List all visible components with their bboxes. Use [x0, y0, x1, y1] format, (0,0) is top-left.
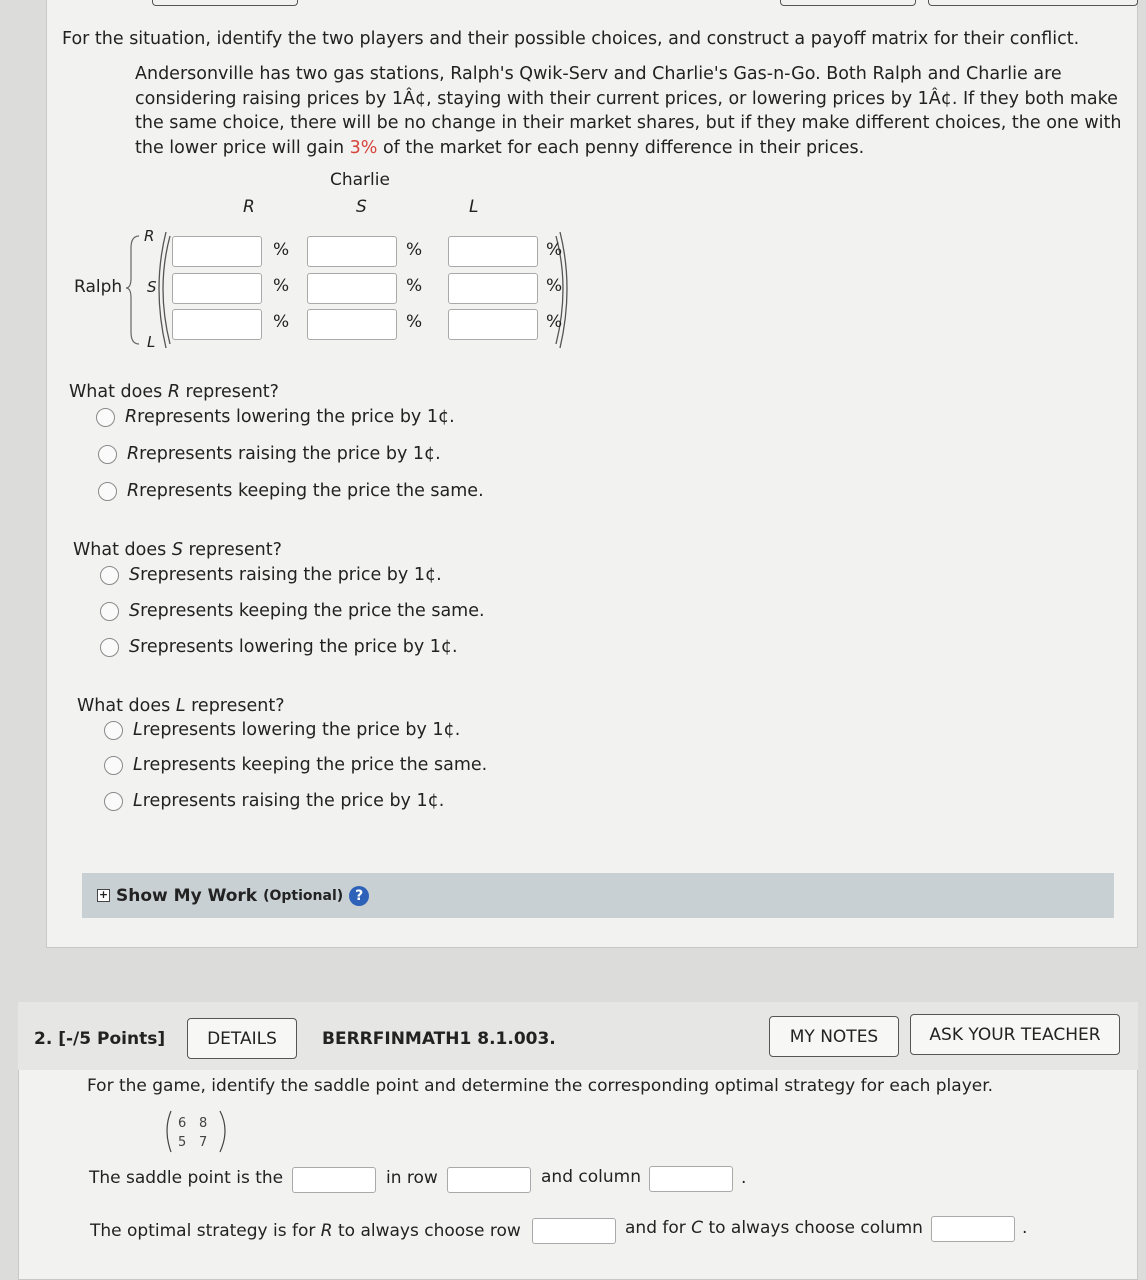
radio-button[interactable]: [100, 638, 119, 657]
col-label-s: S: [356, 197, 367, 217]
percent-label: %: [546, 240, 563, 260]
percent-label: %: [406, 240, 423, 260]
radio-button[interactable]: [96, 408, 115, 427]
matrix-left-paren: [167, 1111, 171, 1152]
option-r-lowering[interactable]: R represents lowering the price by 1¢.: [96, 407, 455, 427]
radio-button[interactable]: [100, 566, 119, 585]
option-s-same[interactable]: S represents keeping the price the same.: [100, 601, 485, 621]
percent-label: %: [546, 312, 563, 332]
saddle-row-input[interactable]: [447, 1167, 531, 1193]
show-my-work-label[interactable]: Show My Work: [116, 885, 258, 906]
optimal-column-input[interactable]: [931, 1216, 1015, 1242]
expand-plus-icon[interactable]: +: [98, 888, 109, 901]
option-l-raising[interactable]: L represents raising the price by 1¢.: [104, 791, 444, 811]
percent-label: %: [406, 312, 423, 332]
option-l-same[interactable]: L represents keeping the price the same.: [104, 755, 487, 775]
period: .: [1022, 1218, 1028, 1238]
top-button-fragment[interactable]: [928, 0, 1138, 6]
q2-prompt: For the game, identify the saddle point and determine the corresponding optimal strategy for each player.: [87, 1076, 994, 1096]
payoff-cell-lr[interactable]: [172, 309, 262, 340]
payoff-cell-sl[interactable]: [448, 273, 538, 304]
question-code: BERRFINMATH1 8.1.003.: [322, 1029, 556, 1049]
in-row-label: in row: [386, 1168, 438, 1188]
row-label-l: L: [147, 333, 156, 351]
and-column-label: and column: [541, 1167, 641, 1187]
q2-matrix: [162, 1108, 232, 1158]
payoff-cell-rl[interactable]: [448, 236, 538, 267]
saddle-point-input[interactable]: [292, 1167, 376, 1193]
optimal-row-input[interactable]: [532, 1218, 616, 1244]
my-notes-button[interactable]: MY NOTES: [769, 1016, 899, 1057]
q1-problem-text: Andersonville has two gas stations, Ralph's Qwik-Serv and Charlie's Gas-n-Go. Both Ralph and Charlie are considering raising prices by 1Â¢, staying with their current prices, or lowering prices by 1Â¢. If they both make the same choice, there will be no change in their market shares, but if they make different choices, the one with the lower price will gain 3% of the market for each penny difference in their prices.: [135, 64, 1122, 158]
matrix-entry: 5: [178, 1135, 187, 1150]
payoff-cell-sr[interactable]: [172, 273, 262, 304]
col-label-l: L: [469, 197, 479, 217]
option-s-raising[interactable]: S represents raising the price by 1¢.: [100, 565, 442, 585]
percent-label: %: [273, 240, 290, 260]
top-button-fragment[interactable]: [152, 0, 298, 6]
payoff-cell-rs[interactable]: [307, 236, 397, 267]
matrix-entry: 6: [178, 1116, 187, 1131]
option-r-raising[interactable]: R represents raising the price by 1¢.: [98, 444, 441, 464]
percent-label: %: [273, 276, 290, 296]
matrix-entry: 8: [199, 1116, 208, 1131]
col-label-r: R: [243, 197, 255, 217]
ask-your-teacher-button[interactable]: ASK YOUR TEACHER: [910, 1014, 1120, 1055]
question-number: 2. [-/5 Points]: [34, 1029, 166, 1049]
radio-button[interactable]: [98, 445, 117, 464]
row-player-label: Ralph: [74, 277, 123, 297]
radio-button[interactable]: [100, 602, 119, 621]
radio-button[interactable]: [98, 482, 117, 501]
optimal-strategy-column-label: and for C to always choose column: [625, 1218, 923, 1238]
payoff-cell-ls[interactable]: [307, 309, 397, 340]
period: .: [741, 1168, 747, 1188]
row-label-r: R: [144, 227, 155, 245]
radio-button[interactable]: [104, 721, 123, 740]
payoff-cell-ss[interactable]: [307, 273, 397, 304]
option-s-lowering[interactable]: S represents lowering the price by 1¢.: [100, 637, 458, 657]
percent-label: %: [546, 276, 563, 296]
option-r-same[interactable]: R represents keeping the price the same.: [98, 481, 484, 501]
row-label-s: S: [147, 278, 157, 296]
column-player-label: Charlie: [330, 170, 390, 190]
top-button-fragment[interactable]: [780, 0, 916, 6]
radio-button[interactable]: [104, 792, 123, 811]
question-l-prompt: What does L represent?: [77, 696, 285, 716]
percent-label: %: [406, 276, 423, 296]
saddle-column-input[interactable]: [649, 1166, 733, 1192]
question-s-prompt: What does S represent?: [73, 540, 282, 560]
option-l-lowering[interactable]: L represents lowering the price by 1¢.: [104, 720, 460, 740]
percent-label: %: [273, 312, 290, 332]
matrix-right-paren: [220, 1111, 225, 1152]
payoff-cell-ll[interactable]: [448, 309, 538, 340]
q1-instructions: For the situation, identify the two players and their possible choices, and construct a payoff matrix for their conflict.: [62, 29, 1080, 49]
optional-label: (Optional): [263, 887, 344, 904]
details-button[interactable]: DETAILS: [187, 1018, 297, 1059]
radio-button[interactable]: [104, 756, 123, 775]
matrix-entry: 7: [199, 1135, 208, 1150]
show-my-work-bar[interactable]: [82, 873, 1114, 918]
market-gain-percent: 3%: [349, 137, 378, 158]
payoff-cell-rr[interactable]: [172, 236, 262, 267]
question-r-prompt: What does R represent?: [69, 382, 279, 402]
saddle-point-label: The saddle point is the: [89, 1168, 284, 1188]
help-icon[interactable]: ?: [349, 886, 369, 906]
optimal-strategy-row-label: The optimal strategy is for R to always choose row: [90, 1221, 521, 1241]
